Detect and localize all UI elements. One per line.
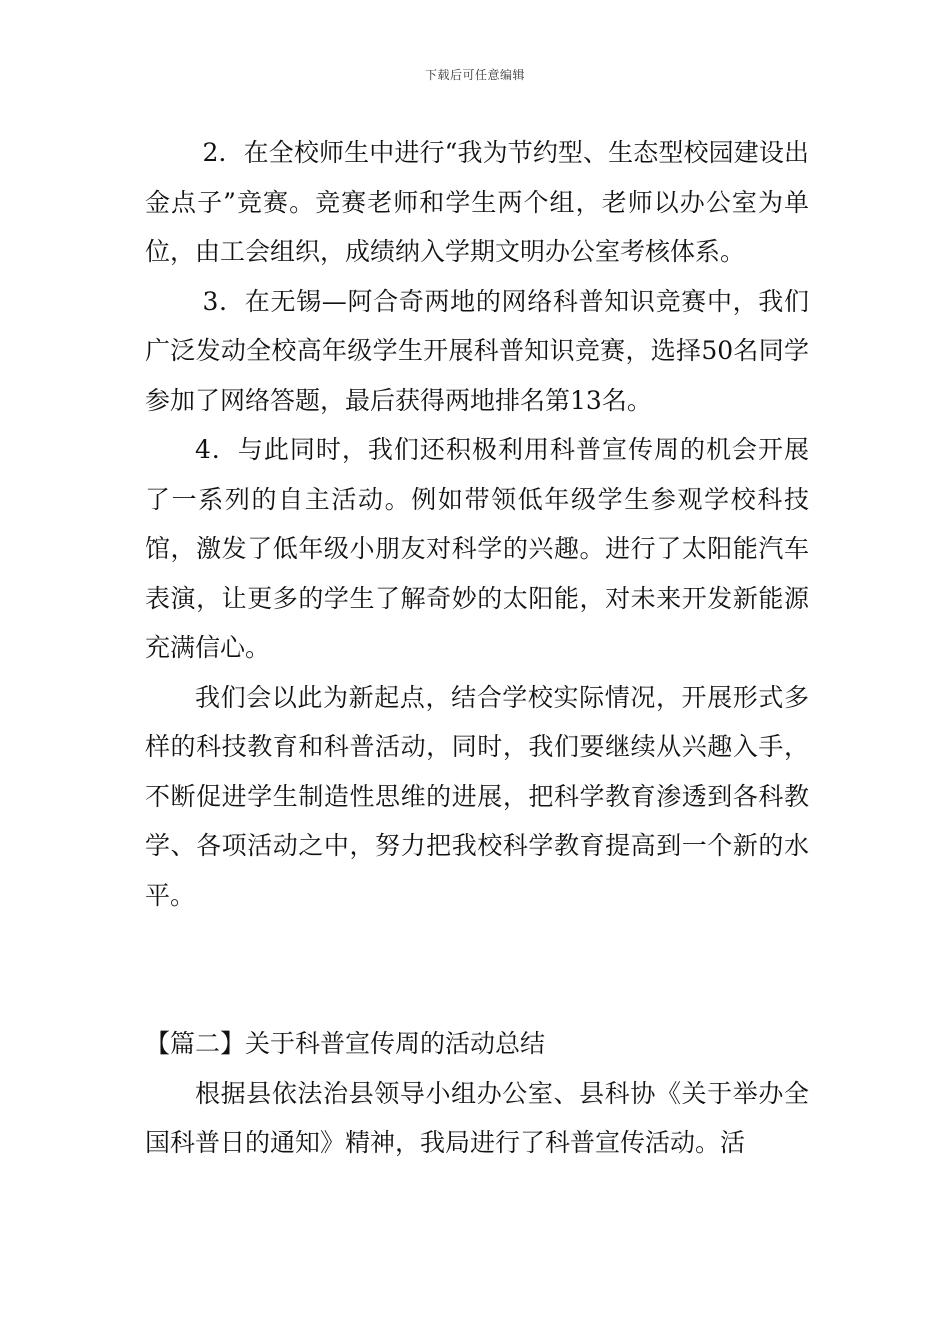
document-body bbox=[145, 128, 809, 1168]
paragraph-conclusion: 我们会以此为新起点，结合学校实际情况，开展形式多样的科技教育和科普活动，同时，我们要继续从兴趣入手，不断促进学生制造性思维的进展，把科学教育渗透到各科教学、各项活动之中，努力把我校科学教育提高到一个新的水平。 bbox=[145, 682, 809, 910]
paragraph-item-3: 3．在无锡—阿合奇两地的网络科普知识竞赛中，我们广泛发动全校高年级学生开展科普知识竞赛，选择50名同学参加了网络答题，最后获得两地排名第13名。 bbox=[145, 286, 809, 415]
section-title: 【篇二】关于科普宣传周的活动总结 bbox=[145, 1029, 546, 1058]
paragraph-item-4: 4．与此同时，我们还积极利用科普宣传周的机会开展了一系列的自主活动。例如带领低年级学生参观学校科技馆，激发了低年级小朋友对科学的兴趣。进行了太阳能汽车表演，让更多的学生了解奇妙的太阳能，对未来开发新能源充满信心。 bbox=[145, 435, 809, 662]
section-paragraph-1: 根据县依法治县领导小组办公室、县科协《关于举办全国科普日的通知》精神，我局进行了科普宣传活动。活 bbox=[145, 1078, 809, 1157]
page-header-note: 下载后可任意编辑 bbox=[424, 68, 525, 82]
section-spacer bbox=[145, 920, 809, 1019]
paragraph-item-2: 2．在全校师生中进行“我为节约型、生态型校园建设出金点子”竞赛。竞赛老师和学生两个组，老师以办公室为单位，由工会组织，成绩纳入学期文明办公室考核体系。 bbox=[145, 138, 809, 266]
